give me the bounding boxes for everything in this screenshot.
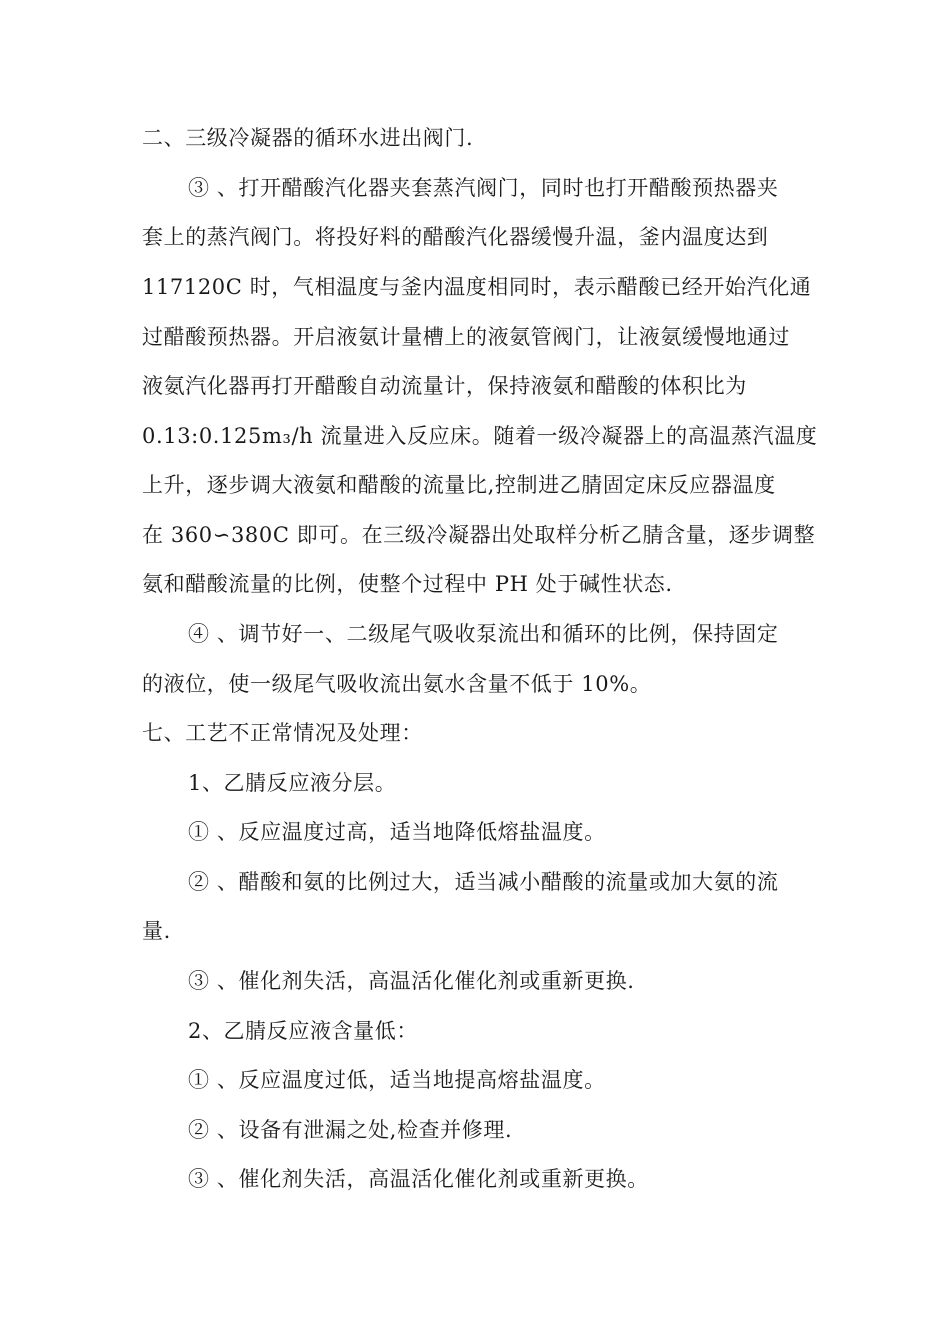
text-line: 117120C 时，气相温度与釜内温度相同时，表示醋酸已经开始汽化通: [142, 275, 812, 299]
text-line: 液氨汽化器再打开醋酸自动流量计，保持液氨和醋酸的体积比为: [142, 374, 747, 398]
text-line: ③ 、催化剂失活，高温活化催化剂或重新更换.: [188, 969, 635, 993]
text-line: 在 360∽380C 即可。在三级冷凝器出处取样分析乙腈含量，逐步调整: [142, 523, 816, 547]
section-heading: 七、工艺不正常情况及处理：: [142, 721, 423, 745]
text-line: ③ 、打开醋酸汽化器夹套蒸汽阀门，同时也打开醋酸预热器夹: [188, 176, 779, 200]
text-line: ① 、反应温度过低，适当地提高熔盐温度。: [188, 1068, 606, 1092]
text-line: 0.13:0.125m₃/h 流量进入反应床。随着一级冷凝器上的高温蒸汽温度: [142, 424, 818, 448]
text-line: ② 、设备有泄漏之处,检查并修理.: [188, 1118, 513, 1142]
text-line: 量.: [142, 919, 171, 943]
text-line: ① 、反应温度过高，适当地降低熔盐温度。: [188, 820, 606, 844]
text-line: 上升，逐步调大液氨和醋酸的流量比,控制进乙腈固定床反应器温度: [142, 473, 776, 497]
text-line: 1、乙腈反应液分层。: [188, 771, 397, 795]
text-line: 过醋酸预热器。开启液氨计量槽上的液氨管阀门，让液氨缓慢地通过: [142, 325, 790, 349]
text-line: ② 、醋酸和氨的比例过大，适当减小醋酸的流量或加大氨的流: [188, 870, 779, 894]
text-line: 氨和醋酸流量的比例，使整个过程中 PH 处于碱性状态.: [142, 572, 673, 596]
text-line: 2、乙腈反应液含量低：: [188, 1019, 418, 1043]
text-line: 二、三级冷凝器的循环水进出阀门.: [142, 126, 474, 150]
text-line: 的液位，使一级尾气吸收流出氨水含量不低于 10%。: [142, 672, 652, 696]
text-line: ③ 、催化剂失活，高温活化催化剂或重新更换。: [188, 1167, 649, 1191]
text-line: 套上的蒸汽阀门。将投好料的醋酸汽化器缓慢升温，釜内温度达到: [142, 225, 769, 249]
text-line: ④ 、调节好一、二级尾气吸收泵流出和循环的比例，保持固定: [188, 622, 779, 646]
